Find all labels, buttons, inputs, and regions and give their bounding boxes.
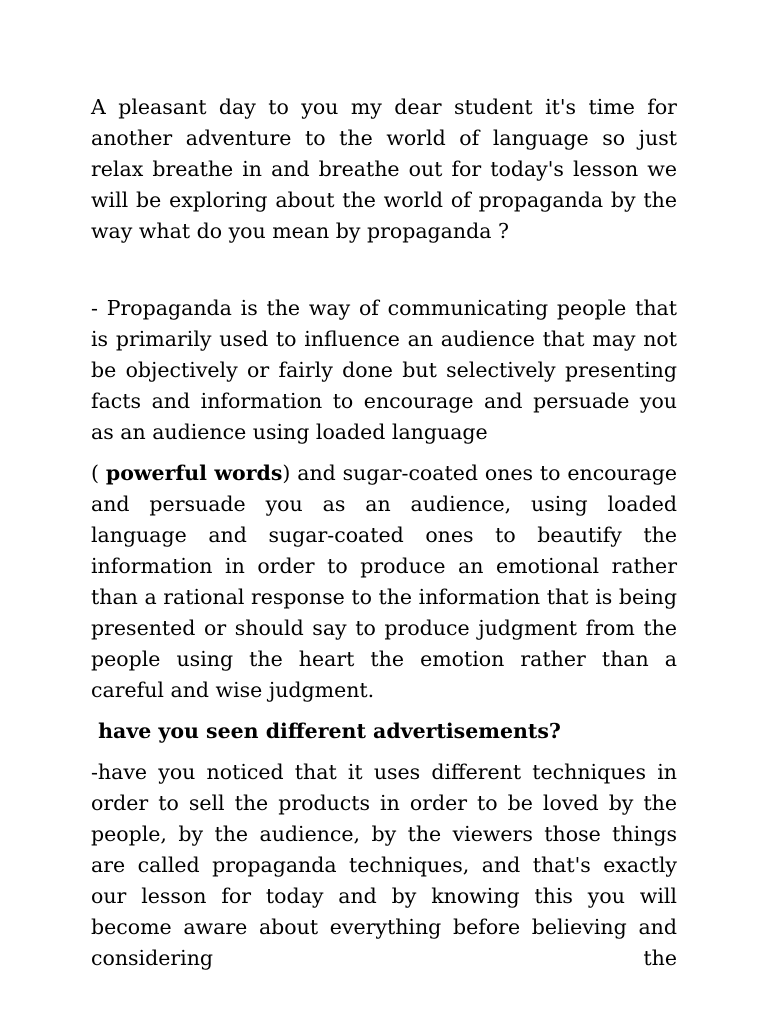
bold-term-powerful-words: powerful words: [105, 461, 283, 485]
question-heading: [91, 716, 677, 747]
techniques-paragraph: -have you noticed that it uses different techniques in order to sell the products in order to be loved by the people, by the audience, by the viewers those things are called propaganda techniques, and that's exactly our lesson for today and by knowing this you will become aware about everything before believing and considering the: [91, 760, 677, 970]
paren-close: ): [282, 461, 291, 485]
definition-paragraph: - Propaganda is the way of communicating people that is primarily used to influence an audience that may not be objectively or fairly done but selectively presenting facts and information to encourage and persuade you as an audience using loaded language: [91, 296, 677, 444]
loaded-language-paragraph: [91, 458, 677, 706]
paren-open: (: [91, 461, 106, 485]
question-text: have you seen different advertisements?: [91, 719, 561, 743]
loaded-language-text: and sugar-coated ones to encourage and persuade you as an audience, using loaded language and sugar-coated ones to beautify the information in order to produce an emotional rather than a rational response to the information that is being presented or should say to produce judgment from the people using the heart the emotion rather than a careful and wise judgment.: [91, 461, 677, 702]
intro-paragraph: A pleasant day to you my dear student it's time for another adventure to the world of language so just relax breathe in and breathe out for today's lesson we will be exploring about the world of propaganda by the way what do you mean by propaganda ?: [91, 95, 677, 243]
